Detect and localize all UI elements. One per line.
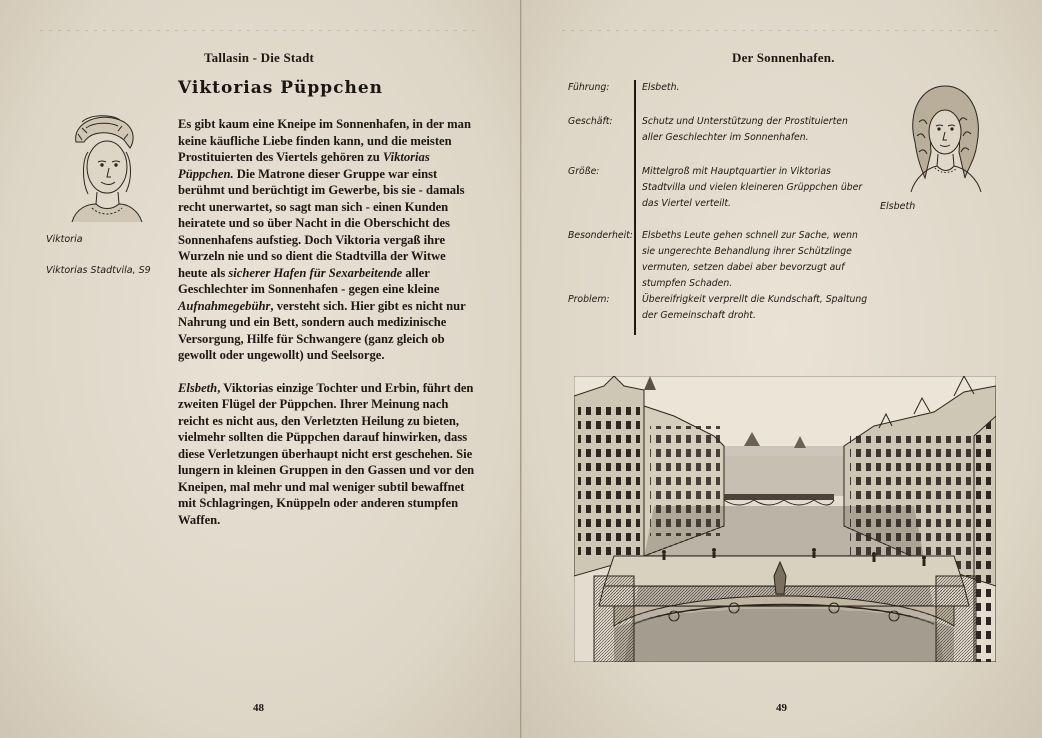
elsbeth-portrait-illustration: [905, 82, 985, 194]
emphasis-elsbeth: Elsbeth: [178, 380, 218, 395]
text-run: aller Geschlechter im Sonnenhafen - gegen eine kleine: [178, 265, 440, 296]
page-number: 48: [253, 702, 264, 714]
info-value: Übereifrigkeit verprellt die Kundschaft, Spaltung der Gemeinschaft droht.: [642, 294, 868, 321]
running-head: Tallasin - Die Stadt: [204, 50, 315, 65]
decorative-rule: [40, 30, 480, 31]
emphasis-aufnahmegebuehr: Aufnahmegebühr: [178, 298, 271, 313]
paragraph-2: [178, 380, 478, 529]
info-value: Elsbeth.: [642, 82, 680, 93]
faction-info-table: [568, 80, 868, 326]
info-value: Elsbeths Leute gehen schnell zur Sache, wenn sie ungerechte Behandlung ihrer Schützlinge vermuten, setzen dabei aber bevorzugt auf stumpfen Schaden.: [642, 230, 858, 289]
info-value: Mittelgroß mit Hauptquartier in Viktorias Stadtvilla und vielen kleineren Grüppchen über das Viertel verteilt.: [642, 166, 863, 209]
info-row-fuehrung: [568, 80, 868, 114]
info-row-problem: [568, 292, 868, 326]
info-label: Größe:: [568, 166, 600, 177]
info-label: Besonderheit:: [568, 230, 633, 241]
info-row-groesse: [568, 164, 868, 228]
viktoria-portrait-illustration: [62, 112, 146, 224]
page-number: 49: [776, 702, 787, 714]
decorative-rule: [562, 30, 1002, 31]
viktoria-caption: Viktoria: [46, 234, 83, 245]
text-run: , versteht sich. Hier gibt es nicht nur Nahrung und ein Bett, sondern auch medizinische Versorgung, Hilfe für Schwangere (ganz gleich ob gewollt oder ungewollt) und Seelsorge.: [178, 298, 466, 362]
body-text: [178, 116, 478, 544]
info-row-besonderheit: [568, 228, 868, 292]
text-run: Es gibt kaum eine Kneipe im Sonnenhafen, in der man keine käufliche Liebe finden kann, und die meisten Prostituierten des Viertels gehören zu: [178, 117, 471, 164]
info-row-geschaeft: [568, 114, 868, 164]
text-run: Die Matrone dieser Gruppe war einst berühmt und berüchtigt im Gewerbe, bis sie - damals recht unerwartet, so sagt man sich - einen Kunden heiratete und so über Nacht in die Oberschicht des Sonnenhafens aufstieg. Doch Viktoria vergaß ihre Wurzeln nie und so dient die Stadtvilla der Witwe heute als: [178, 166, 465, 280]
info-label: Geschäft:: [568, 116, 613, 127]
emphasis-viktorias-pueppchen: Viktorias Püppchen.: [178, 150, 430, 181]
canal-bridge-engraving: [574, 376, 996, 662]
chapter-title: Viktorias Püppchen: [178, 78, 384, 98]
info-label: Problem:: [568, 294, 610, 305]
paragraph-1: [178, 116, 478, 364]
right-page: [521, 0, 1042, 738]
info-value: Schutz und Unterstützung der Prostituierten aller Geschlechter im Sonnenhafen.: [642, 116, 848, 143]
elsbeth-caption: Elsbeth: [880, 201, 916, 212]
emphasis-sicherer-hafen: sicherer Hafen für Sexarbeitende: [228, 265, 403, 280]
info-label: Führung:: [568, 82, 610, 93]
running-head: Der Sonnenhafen.: [732, 50, 835, 65]
text-run: , Viktorias einzige Tochter und Erbin, führt den zweiten Flügel der Püppchen. Ihrer Meinung nach reicht es nicht aus, den Verletzten Heilung zu bieten, vielmehr sollten die Püppchen darauf hinwirken, dass diese Verletzungen überhaupt nicht erst geschehen. Sie lungern in kleinen Gruppen in den Gassen und vor den Kneipen, mal mehr und mal weniger subtil bewaffnet mit Schlagringen, Knüppeln oder anderen stumpfen Waffen.: [178, 380, 475, 527]
location-caption: Viktorias Stadtvila, S9: [46, 265, 151, 276]
